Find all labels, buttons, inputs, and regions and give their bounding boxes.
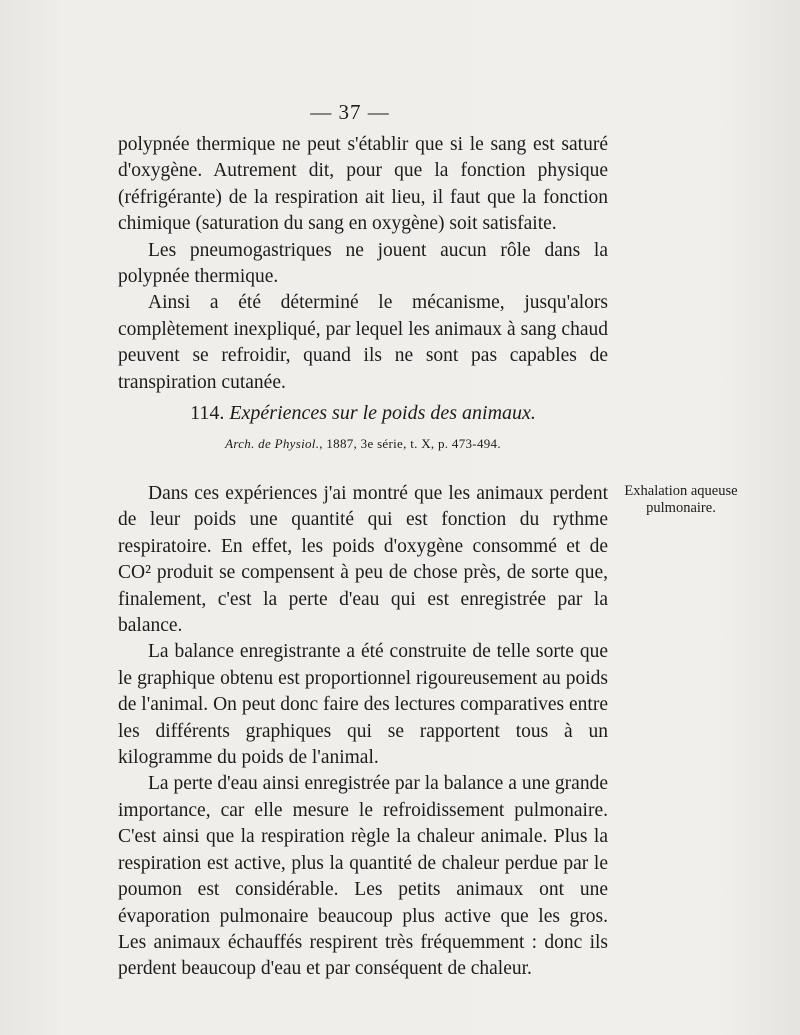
paragraph: La perte d'eau ainsi enregistrée par la balance a une grande importance, car elle mesure le refroidissement pulmonaire. C'est ainsi que la respiration règle la chaleur animale. Plus la respiration est active, plus la quantité de chaleur perdue par le poumon est considérable. Les petits animaux ont une évaporation pulmonaire beaucoup plus active que les gros. Les animaux échauffés respirent très fréquemment : donc ils perdent beaucoup d'eau et par conséquent de chaleur. [118,773,608,980]
reference-journal: Arch. de Physiol. [225,436,320,451]
section-title: Expériences sur le poids des animaux. [229,402,536,424]
margin-note-line: Exhalation aqueuse [624,483,738,499]
paragraph: polypnée thermique ne peut s'établir que si le sang est saturé d'oxygène. Autrement dit, pour que la fonction physique (réfrigérante) de la respiration ait lieu, il faut que la fonction chimique (saturation du sang en oxygène) soit satisfaite. [118,134,608,235]
paragraph: La balance enregistrante a été construite de telle sorte que le graphique obtenu est proportionnel rigoureusement au poids de l'animal. On peut donc faire des lectures comparatives entre les différents graphiques qui se rapportent tous à un kilogramme du poids de l'animal. [118,641,608,769]
reference-details: , 1887, 3e série, t. X, p. 473-494. [319,436,501,451]
text-block-bottom [118,481,608,983]
paragraph: Ainsi a été déterminé le mécanisme, jusqu'alors complètement inexpliqué, par lequel les animaux à sang chaud peuvent se refroidir, quand ils ne sont pas capables de transpiration cutanée. [118,292,608,393]
section-reference [118,436,608,452]
margin-note-line: pulmonaire. [646,500,716,516]
page-number: — 37 — [310,100,390,124]
margin-note [606,483,756,517]
text-block-top [118,132,608,396]
section-heading [118,402,608,425]
section-number: 114. [190,402,225,424]
paragraph: Les pneumogastriques ne jouent aucun rôle dans la polypnée thermique. [118,239,608,288]
paragraph: Dans ces expériences j'ai montré que les animaux perdent de leur poids une quantité qui est fonction du rythme respiratoire. En effet, les poids d'oxygène consommé et de CO² produit se compensent à peu de chose près, de sorte que, finalement, c'est la perte d'eau qui est enregistrée par la balance. [118,483,608,637]
